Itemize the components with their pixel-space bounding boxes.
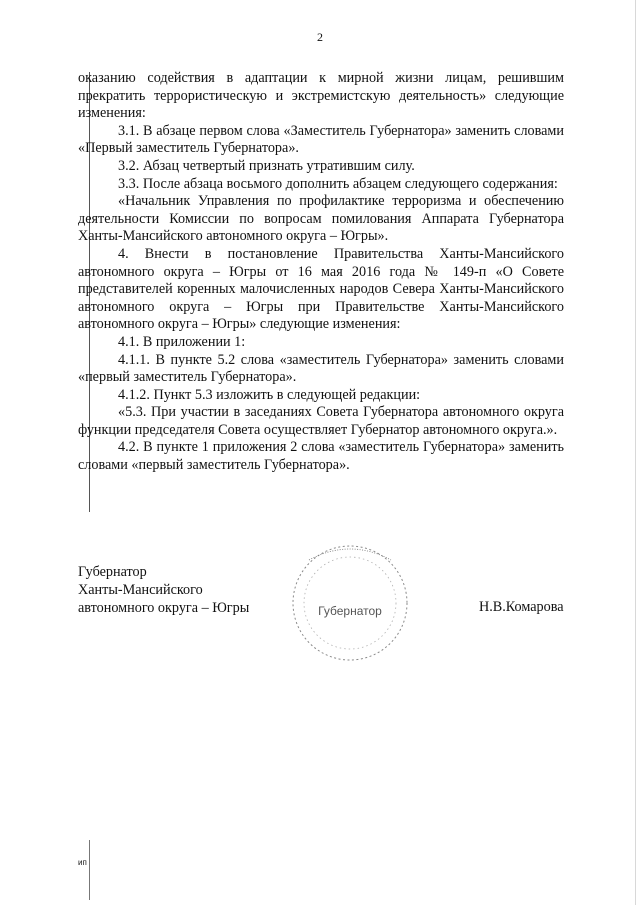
paragraph: 4. Внести в постановление Правительства Ханты-Мансийского автономного округа – Югры от 16 мая 2016 года № 149-п «О Совете представителей коренных малочисленных народов Севера Ханты-Мансийского автономного округа – Югры при Правительстве Ханты-Мансийского автономного округа – Югры» следующие изменения: xyxy=(78,245,564,333)
paragraph: 4.2. В пункте 1 приложения 2 слова «заместитель Губернатора» заменить словами «первый заместитель Губернатора». xyxy=(78,439,564,474)
paragraph: 4.1.2. Пункт 5.3 изложить в следующей редакции: xyxy=(118,386,421,403)
margin-mark: ип xyxy=(78,858,87,867)
scan-margin-line-bottom xyxy=(89,840,90,900)
electronic-signature-stamp xyxy=(289,542,411,664)
paragraph: 4.1.1. В пункте 5.2 слова «заместитель Губернатора» заменить словами «первый заместитель Губернатора». xyxy=(78,351,564,386)
signature-line: автономного округа – Югры xyxy=(78,600,250,616)
page-number: 2 xyxy=(317,30,323,44)
paragraph: 3.1. В абзаце первом слова «Заместитель Губернатора» заменить словами «Первый заместитель Губернатора». xyxy=(78,122,564,157)
stamp-label: Губернатор xyxy=(318,604,382,618)
signer-name: Н.В.Комарова xyxy=(479,599,564,615)
paragraph: «Начальник Управления по профилактике терроризма и обеспечению деятельности Комиссии по вопросам помилования Аппарата Губернатора Ханты-Мансийского автономного округа – Югры». xyxy=(78,193,564,245)
paragraph: 4.1. В приложении 1: xyxy=(118,333,246,350)
paragraph: 3.2. Абзац четвертый признать утратившим силу. xyxy=(118,157,415,174)
paragraph: «5.3. При участии в заседаниях Совета Губернатора автономного округа функции председателя Совета осуществляет Губернатор автономного округа.». xyxy=(78,404,564,438)
document-body xyxy=(78,70,564,475)
signature-line: Губернатор xyxy=(78,564,147,580)
scan-edge xyxy=(635,0,636,905)
signature-title xyxy=(78,563,249,617)
signature-line: Ханты-Мансийского xyxy=(78,582,203,598)
paragraph: 3.3. После абзаца восьмого дополнить абзацем следующего содержания: xyxy=(118,175,558,192)
paragraph: оказанию содействия в адаптации к мирной жизни лицам, решившим прекратить террористическую и экстремистскую деятельность» следующие изменения: xyxy=(78,70,564,122)
